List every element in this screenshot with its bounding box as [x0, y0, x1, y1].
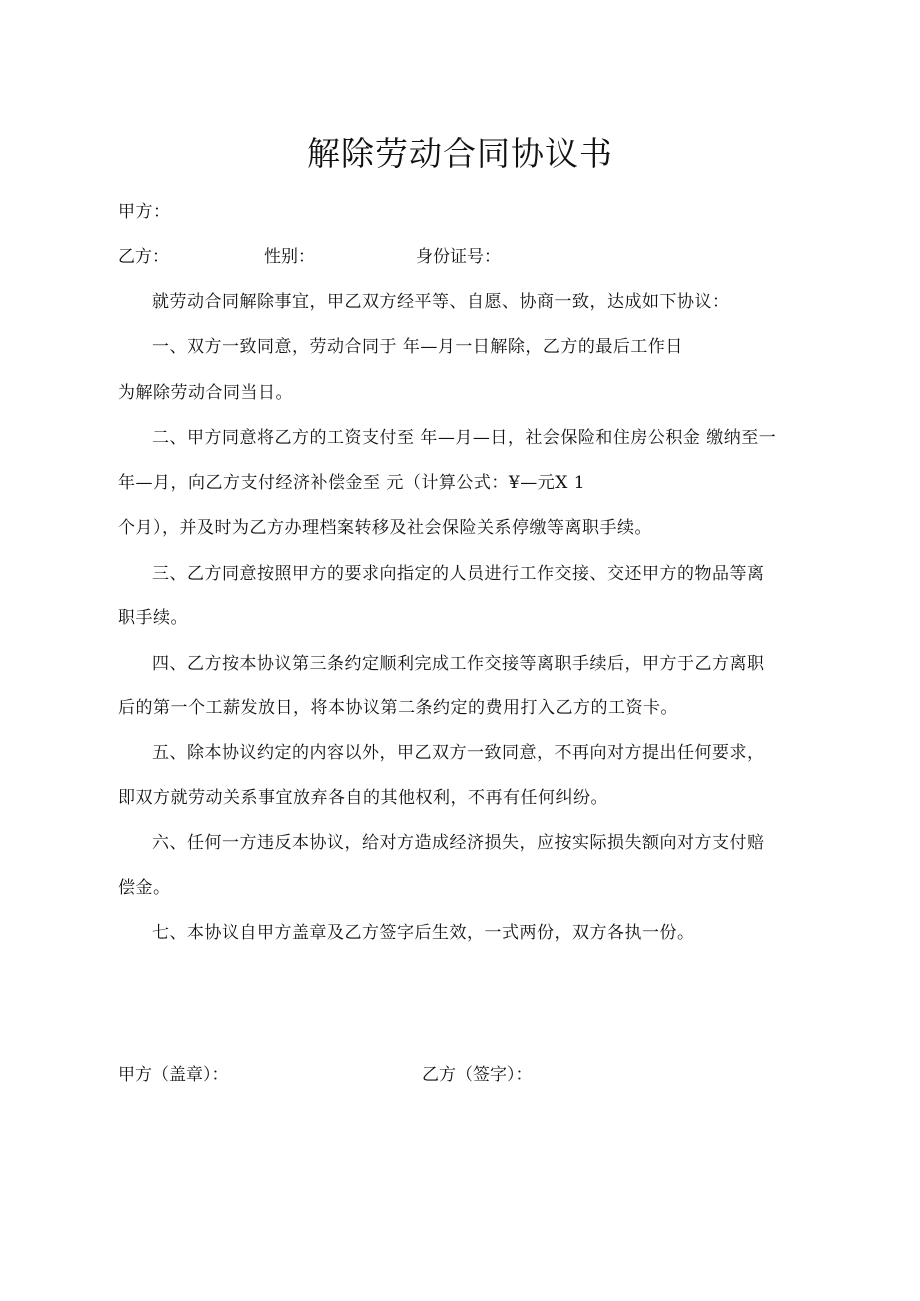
intro-paragraph: 就劳动合同解除事宜，甲乙双方经平等、自愿、协商一致，达成如下协议： [152, 292, 730, 312]
clause-4-line-2: 后的第一个工薪发放日，将本协议第二条约定的费用打入乙方的工资卡。 [118, 698, 678, 718]
clause-6-line-2: 偿金。 [118, 878, 171, 898]
clause-5-line-1: 五、除本协议约定的内容以外，甲乙双方一致同意，不再向对方提出任何要求， [152, 743, 765, 763]
clause-1-line-1: 一、双方一致同意，劳动合同于 年—月一日解除，乙方的最后工作日 [152, 337, 683, 357]
clause-5-line-2: 即双方就劳动关系事宜放弃各自的其他权利，不再有任何纠纷。 [118, 788, 608, 808]
clause-2-line-3: 个月），并及时为乙方办理档案转移及社会保险关系停缴等离职手续。 [118, 518, 652, 538]
clause-2-line-1: 二、甲方同意将乙方的工资支付至 年—月—日，社会保险和住房公积金 缴纳至一 [152, 428, 777, 448]
clause-4-line-1: 四、乙方按本协议第三条约定顺利完成工作交接等离职手续后，甲方于乙方离职 [152, 654, 765, 674]
party-b-signature-label: 乙方（签字）： [422, 1065, 533, 1085]
clause-7-line-1: 七、本协议自甲方盖章及乙方签字后生效，一式两份，双方各执一份。 [152, 923, 695, 943]
document-title: 解除劳动合同协议书 [307, 134, 613, 173]
clause-1-line-2: 为解除劳动合同当日。 [118, 383, 293, 403]
party-a-seal-label: 甲方（盖章）： [118, 1065, 229, 1085]
clause-2-line-2: 年—月，向乙方支付经济补偿金至 元（计算公式：¥—元X 1 [118, 473, 586, 493]
id-number-label: 身份证号： [416, 247, 501, 267]
party-b-label: 乙方： [118, 247, 169, 267]
party-a-label: 甲方： [118, 202, 171, 222]
gender-label: 性别： [264, 247, 315, 267]
clause-3-line-1: 三、乙方同意按照甲方的要求向指定的人员进行工作交接、交还甲方的物品等离 [152, 564, 765, 584]
clause-6-line-1: 六、任何一方违反本协议，给对方造成经济损失，应按实际损失额向对方支付赔 [152, 833, 765, 853]
clause-3-line-2: 职手续。 [118, 608, 188, 628]
